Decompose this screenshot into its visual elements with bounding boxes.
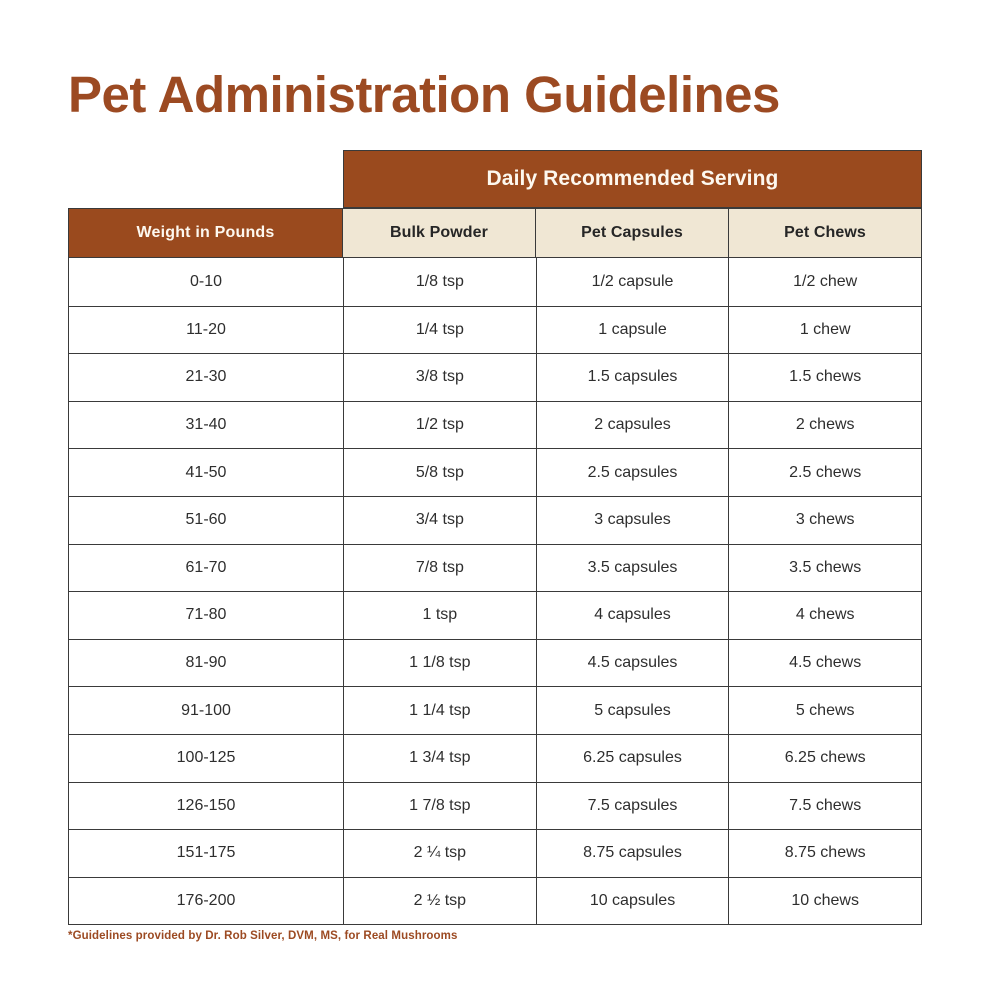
cell-pet-capsules: 5 capsules <box>536 687 729 734</box>
cell-bulk-powder: 1 1/8 tsp <box>343 640 536 687</box>
cell-bulk-powder: 5/8 tsp <box>343 449 536 496</box>
table-row <box>69 401 921 449</box>
column-header-pet-chews: Pet Chews <box>729 208 922 258</box>
cell-bulk-powder: 1 7/8 tsp <box>343 783 536 830</box>
cell-bulk-powder: 1/4 tsp <box>343 307 536 354</box>
cell-pet-capsules: 1/2 capsule <box>536 258 729 306</box>
dosage-table <box>68 150 922 925</box>
banner-daily-recommended-serving: Daily Recommended Serving <box>343 150 922 208</box>
table-row <box>69 591 921 639</box>
cell-bulk-powder: 1 1/4 tsp <box>343 687 536 734</box>
cell-pet-capsules: 4.5 capsules <box>536 640 729 687</box>
cell-bulk-powder: 3/8 tsp <box>343 354 536 401</box>
cell-weight-range: 0-10 <box>69 258 343 306</box>
cell-pet-capsules: 1.5 capsules <box>536 354 729 401</box>
cell-pet-chews: 4.5 chews <box>728 640 921 687</box>
cell-bulk-powder: 1/2 tsp <box>343 402 536 449</box>
cell-weight-range: 81-90 <box>69 640 343 687</box>
cell-pet-capsules: 7.5 capsules <box>536 783 729 830</box>
cell-pet-chews: 3.5 chews <box>728 545 921 592</box>
cell-weight-range: 31-40 <box>69 402 343 449</box>
cell-weight-range: 100-125 <box>69 735 343 782</box>
cell-weight-range: 151-175 <box>69 830 343 877</box>
cell-bulk-powder: 3/4 tsp <box>343 497 536 544</box>
table-row <box>69 258 921 306</box>
cell-weight-range: 61-70 <box>69 545 343 592</box>
cell-bulk-powder: 1 tsp <box>343 592 536 639</box>
column-header-pet-capsules: Pet Capsules <box>536 208 729 258</box>
cell-pet-chews: 10 chews <box>728 878 921 925</box>
table-row <box>69 877 921 925</box>
table-row <box>69 496 921 544</box>
cell-pet-chews: 5 chews <box>728 687 921 734</box>
cell-bulk-powder: 1 3/4 tsp <box>343 735 536 782</box>
table-row <box>69 782 921 830</box>
cell-pet-capsules: 4 capsules <box>536 592 729 639</box>
cell-pet-capsules: 2.5 capsules <box>536 449 729 496</box>
table-row <box>69 306 921 354</box>
cell-bulk-powder: 2 ½ tsp <box>343 878 536 925</box>
column-header-bulk-powder: Bulk Powder <box>343 208 536 258</box>
cell-pet-chews: 2 chews <box>728 402 921 449</box>
cell-pet-capsules: 3.5 capsules <box>536 545 729 592</box>
column-header-weight-in-pounds: Weight in Pounds <box>68 208 343 258</box>
cell-pet-chews: 2.5 chews <box>728 449 921 496</box>
cell-weight-range: 91-100 <box>69 687 343 734</box>
cell-pet-chews: 1 chew <box>728 307 921 354</box>
banner-spacer <box>68 150 343 208</box>
cell-bulk-powder: 7/8 tsp <box>343 545 536 592</box>
cell-weight-range: 21-30 <box>69 354 343 401</box>
cell-pet-capsules: 10 capsules <box>536 878 729 925</box>
cell-pet-chews: 7.5 chews <box>728 783 921 830</box>
footnote: *Guidelines provided by Dr. Rob Silver, DVM, MS, for Real Mushrooms <box>68 930 458 942</box>
table-banner-row <box>68 150 922 208</box>
cell-pet-chews: 8.75 chews <box>728 830 921 877</box>
cell-pet-chews: 3 chews <box>728 497 921 544</box>
cell-weight-range: 71-80 <box>69 592 343 639</box>
cell-pet-chews: 6.25 chews <box>728 735 921 782</box>
table-row <box>69 686 921 734</box>
table-row <box>69 734 921 782</box>
cell-weight-range: 41-50 <box>69 449 343 496</box>
cell-pet-capsules: 3 capsules <box>536 497 729 544</box>
table-row <box>69 829 921 877</box>
table-body <box>68 258 922 925</box>
cell-pet-capsules: 1 capsule <box>536 307 729 354</box>
cell-weight-range: 176-200 <box>69 878 343 925</box>
cell-pet-capsules: 6.25 capsules <box>536 735 729 782</box>
page-title: Pet Administration Guidelines <box>68 66 780 123</box>
cell-pet-capsules: 2 capsules <box>536 402 729 449</box>
cell-pet-chews: 1.5 chews <box>728 354 921 401</box>
cell-weight-range: 51-60 <box>69 497 343 544</box>
table-row <box>69 544 921 592</box>
cell-pet-capsules: 8.75 capsules <box>536 830 729 877</box>
table-header-row <box>68 208 922 258</box>
cell-weight-range: 126-150 <box>69 783 343 830</box>
cell-weight-range: 11-20 <box>69 307 343 354</box>
table-row <box>69 448 921 496</box>
cell-pet-chews: 4 chews <box>728 592 921 639</box>
cell-pet-chews: 1/2 chew <box>728 258 921 306</box>
table-row <box>69 639 921 687</box>
cell-bulk-powder: 1/8 tsp <box>343 258 536 306</box>
cell-bulk-powder: 2 ¼ tsp <box>343 830 536 877</box>
table-row <box>69 353 921 401</box>
